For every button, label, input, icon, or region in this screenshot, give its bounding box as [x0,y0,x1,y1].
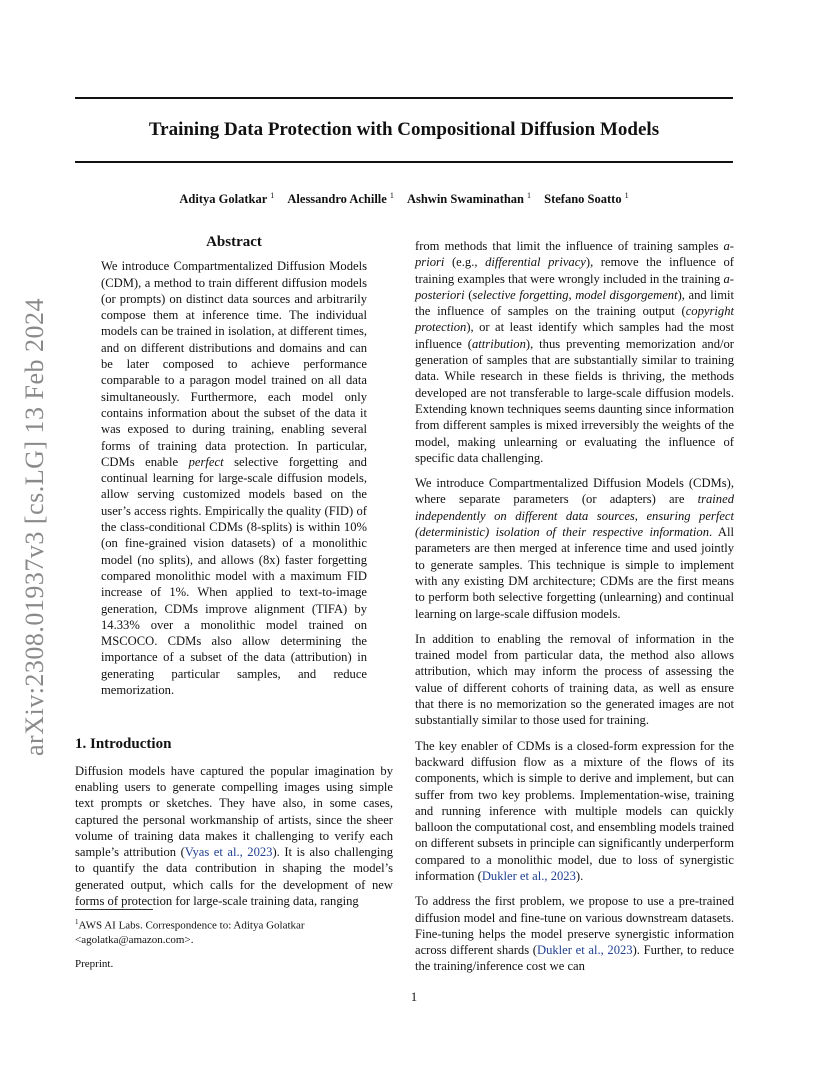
body-paragraph: from methods that limit the influence of training samples a-priori (e.g., differential privacy), remove the influence of training examples that were wrongly included in the training a-posteriori (selective forgetting, model disgorgement), and limit the influence of samples on the training output (copyright protection), or at least identify which samples had the most influence (attribution), thus preventing memorization and/or generation of samples that are substantially similar to training data. While research in these fields is thriving, the methods developed are not transferable to large-scale diffusion models. Extending known techniques seems daunting since information from different samples is mixed irreversibly the weights of the model, making unlearning or evaluating the influence of specific data challenging. [415,239,734,465]
author-list [75,191,733,207]
intro-paragraph: Diffusion models have captured the popular imagination by enabling users to generate compelling images using simple text prompts or sketches. They have also, in some cases, captured the personal workmanship of artists, since the sheer volume of training data makes it challenging to verify each sample’s attribution (Vyas et al., 2023). It is also challenging to quantify the data contribution in shaping the model’s generated output, which calls for the development of new forms of protection for large-scale training data, ranging [75,763,393,908]
section-heading-introduction: 1. Introduction [75,736,172,753]
footnote-rule [75,909,153,910]
arxiv-identifier: arXiv:2308.01937v3 [cs.LG] 13 Feb 2024 [20,297,49,756]
author: Ashwin Swaminathan $^1$ [406,191,532,207]
body-paragraph: In addition to enabling the removal of information in the trained model from particular data, the method also allows attribution, which may inform the process of assessing the value of different cohorts of training data, as well as ensure that there is no memorization so the generated images are not substantially similar to those used for training. [415,631,734,728]
right-column [415,238,734,975]
body-paragraph: The key enabler of CDMs is a closed-form expression for the backward diffusion flow as a mixture of the flows of its components, which is simple to derive and implement, but can suffer from two key problems. Implementation-wise, training and running inference with multiple models can quickly balloon the computational cost, and ensembling models trained on different subsets in principle can significantly underperform compared to a monolithic model, due to loss of synergistic information (Dukler et al., 2023). [415,738,734,883]
body-paragraph: To address the first problem, we propose to use a pre-trained diffusion model and fine-tune on various downstream datasets. Fine-tuning helps the model preserve synergistic information across different shards (Dukler et al., 2023). Further, to reduce the training/inference cost we can [415,894,734,974]
paper-title: Training Data Protection with Compositional Diffusion Models [148,119,660,140]
abstract-text: We introduce Compartmentalized Diffusion Models (CDM), a method to train different diffusion models (or prompts) on distinct data sources and arbitrarily compose them at inference time. The individual models can be trained in isolation, at different times, and on different distributions and domains and can be later composed to achieve performance comparable to a paragon model trained on all data simultaneously. Furthermore, each model only contains information about the subset of the data it was exposed to during training, enabling several forms of training data protection. In particular, CDMs enable perfect selective forgetting and continual learning for large-scale diffusion models, allow serving customized models based on the user’s access rights. Empirically the quality (FID) of the class-conditional CDMs (8-splits) is within 10% (on fine-grained vision datasets) of a monolithic model (no splits), and allows (8x) faster forgetting compared monolithic model with a maximum FID increase of 1%. When applied to text-to-image generation, CDMs improve alignment (TIFA) by 14.33% over a monolithic model trained on MSCOCO. CDMs also allow determining the importance of a subset of the data (attribution) in generating particular samples, and reduce memorization. [101,259,367,698]
citation-link[interactable]: Dukler et al., 2023 [536,943,633,958]
preprint-note: Preprint. [75,958,114,970]
abstract-heading: Abstract [206,234,262,250]
author: Alessandro Achille $^1$ [287,191,394,207]
author: Stefano Soatto $^1$ [544,191,629,207]
citation-link[interactable]: Vyas et al., 2023 [184,845,273,860]
left-column [75,234,393,909]
page-number: 1 [410,990,418,1004]
citation-link[interactable]: Dukler et al., 2023 [481,868,576,883]
body-paragraph: We introduce Compartmentalized Diffusion Models (CDMs), where separate parameters (or adapters) are trained independently on different data sources, ensuring perfect (deterministic) isolation of their respective information. All parameters are then merged at inference time and used jointly to generate samples. This technique is simple to implement with any existing DM architecture; CDMs are the first means to perform both selective forgetting (unlearning) and continual learning on large-scale diffusion models. [415,476,734,621]
top-rule [75,97,733,99]
footnote: $^1$AWS AI Labs. Correspondence to: Aditya Golatkar <agolatka@amazon.com>. [75,918,305,946]
author: Aditya Golatkar $^1$ [179,191,275,207]
title-bottom-rule [75,161,733,163]
